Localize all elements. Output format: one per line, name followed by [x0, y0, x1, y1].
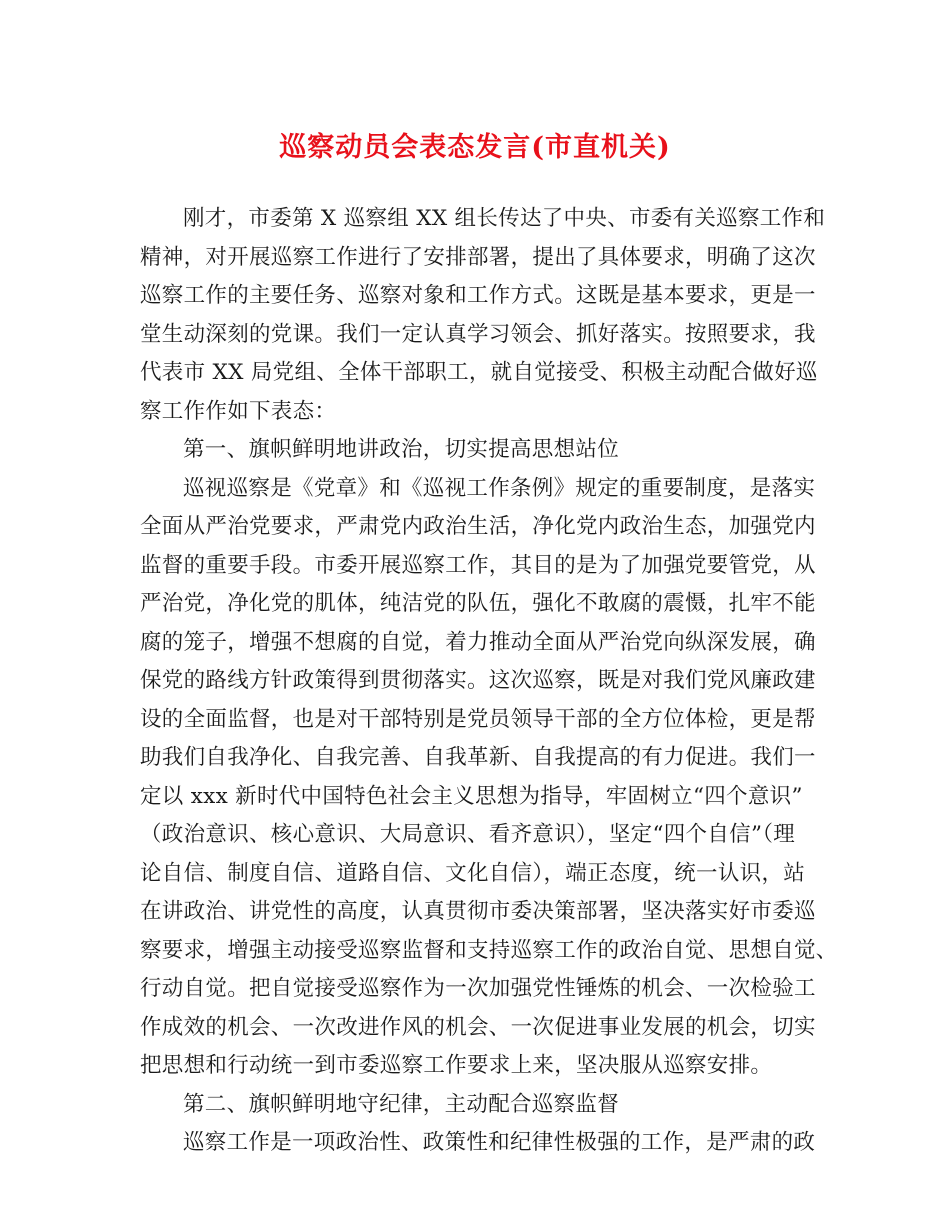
text-line: 堂生动深刻的党课。我们一定认真学习领会、抓好落实。按照要求，我: [140, 321, 816, 347]
text-line: 助我们自我净化、自我完善、自我革新、自我提高的有力促进。我们一: [140, 745, 816, 770]
text-line: 设的全面监督，也是对干部特别是党员领导干部的全方位体检，更是帮: [140, 706, 816, 732]
text-line: 察要求，增强主动接受巡察监督和支持巡察工作的政治自觉、思想自觉、: [140, 937, 838, 963]
text-line: 保党的路线方针政策得到贯彻落实。这次巡察，既是对我们党风廉政建: [140, 668, 816, 693]
text-line: 作成效的机会、一次改进作风的机会、一次促进事业发展的机会，切实: [140, 1014, 816, 1040]
text-line: 监督的重要手段。市委开展巡察工作，其目的是为了加强党要管党，从: [140, 552, 816, 578]
text-line: （政治意识、核心意识、大局意识、看齐意识），坚定“四个自信”（理: [140, 822, 796, 847]
document-title: 巡察动员会表态发言(市直机关): [279, 132, 671, 163]
text-line: 第一、旗帜鲜明地讲政治，切实提高思想站位: [183, 437, 620, 462]
text-line: 第二、旗帜鲜明地守纪律，主动配合巡察监督: [183, 1091, 620, 1117]
document-body: [140, 200, 838, 1163]
text-line: 在讲政治、讲党性的高度，认真贯彻市委决策部署，坚决落实好市委巡: [140, 899, 816, 924]
text-line: 精神，对开展巡察工作进行了安排部署，提出了具体要求，明确了这次: [140, 244, 816, 270]
text-line: 论自信、制度自信、道路自信、文化自信），端正态度，统一认识，站: [140, 860, 806, 886]
text-line: 定以 xxx 新时代中国特色社会主义思想为指导，牢固树立“四个意识”: [140, 783, 803, 809]
text-line: 行动自觉。把自觉接受巡察作为一次加强党性锤炼的机会、一次检验工: [140, 976, 816, 1001]
text-line: 巡察工作的主要任务、巡察对象和工作方式。这既是基本要求，更是一: [140, 283, 816, 308]
text-line: 全面从严治党要求，严肃党内政治生活，净化党内政治生态，加强党内: [140, 514, 816, 539]
text-line: 代表市 XX 局党组、全体干部职工，就自觉接受、积极主动配合做好巡: [140, 360, 818, 385]
text-line: 严治党，净化党的肌体，纯洁党的队伍，强化不敢腐的震慑，扎牢不能: [140, 591, 816, 616]
text-line: 刚才，市委第 X 巡察组 XX 组长传达了中央、市委有关巡察工作和: [183, 206, 826, 231]
text-line: 巡察工作是一项政治性、政策性和纪律性极强的工作，是严肃的政: [183, 1130, 816, 1155]
text-line: 察工作作如下表态：: [140, 398, 337, 424]
text-line: 腐的笼子，增强不想腐的自觉，着力推动全面从严治党向纵深发展，确: [140, 629, 816, 655]
text-line: 把思想和行动统一到市委巡察工作要求上来，坚决服从巡察安排。: [140, 1053, 773, 1078]
text-line: 巡视巡察是《党章》和《巡视工作条例》规定的重要制度，是落实: [183, 475, 816, 501]
